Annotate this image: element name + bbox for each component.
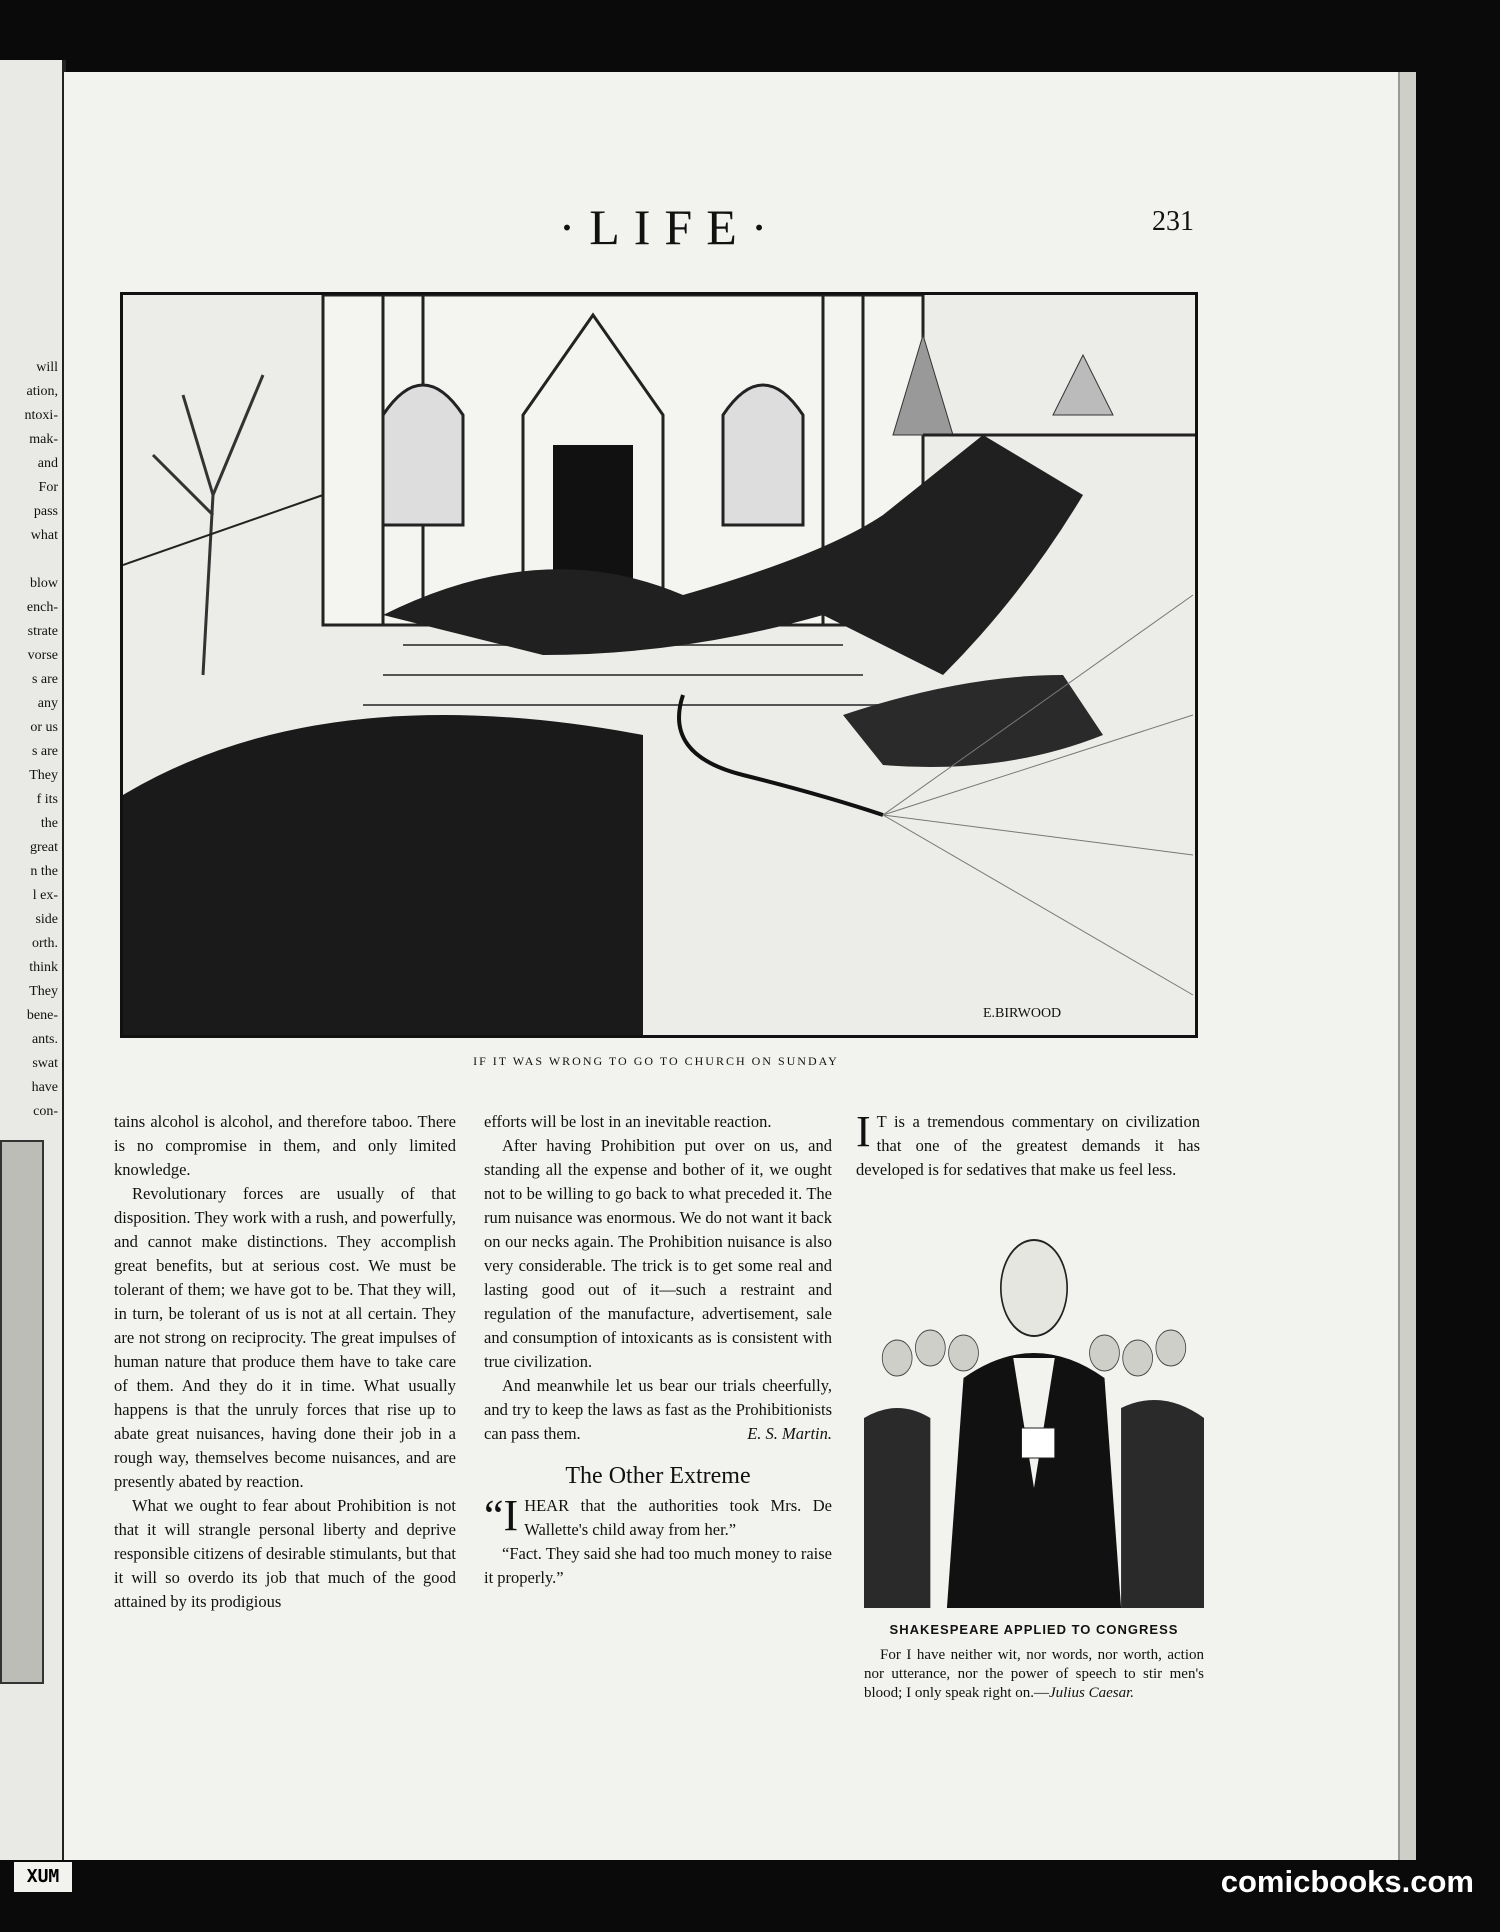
page-number: 231 — [1152, 206, 1194, 237]
adjacent-page-text-fragment: mak- — [29, 432, 58, 447]
illustration-drawing — [123, 295, 1195, 1035]
adjacent-page-text-fragment: con- — [33, 1104, 58, 1119]
paragraph: efforts will be lost in an inevitable reaction. — [484, 1112, 772, 1131]
author-signature: E. S. Martin. — [747, 1424, 832, 1443]
adjacent-page-text-fragment: strate — [27, 624, 58, 639]
church-crowd-illustration — [120, 292, 1198, 1038]
adjacent-page-text-fragment: f its — [36, 792, 58, 807]
article-column-2 — [484, 1110, 832, 1590]
paragraph: What we ought to fear about Prohibition is not that it will strangle personal liberty and deprive responsible citizens of desirable stimulants, but that it will so overdo its job that much of the good attained by its prodigious — [114, 1496, 456, 1611]
adjacent-page-text-fragment: ants. — [31, 1032, 58, 1047]
congress-cartoon — [864, 1228, 1274, 1608]
dialog-line: “IHEAR that the authorities took Mrs. De Wallette's child away from her.” — [484, 1491, 832, 1540]
adjacent-page-text-fragment: side — [35, 912, 58, 927]
shakespeare-quote: For I have neither wit, nor words, nor worth, action nor utterance, nor the power of speech to stir men's blood; I only speak right on.—Julius Caesar. — [864, 1647, 1204, 1701]
paragraph: Revolutionary forces are usually of that disposition. They work with a rush, and powerfully, and cannot make distinctions. They accomplish great benefits, but at serious cost. We must be tolerant of them; we have got to be. That they will, in turn, be tolerant of us is not at all certain. They are not strong on reciprocity. The great impulses of human nature that produce them have to take care of them. And they do it in time. What usually happens is that the unruly forces that rise up to abate great nuisances, having done their job in a rough way, themselves become nuisances, and are presently abated by reaction. — [114, 1184, 456, 1491]
paragraph: I T is a tremendous commentary on civilization that one of the greatest demands it has developed is for sedatives that make us feel less. — [856, 1107, 1200, 1179]
adjacent-page-text-fragment: s are — [31, 744, 58, 759]
adjacent-page-text-fragment: n the — [30, 864, 58, 879]
adjacent-page-text-fragment: will — [36, 360, 58, 375]
cartoon-caption: SHAKESPEARE APPLIED TO CONGRESS — [889, 1622, 1179, 1637]
adjacent-page-text-fragment: s are — [31, 672, 58, 687]
article-subhead: The Other Extreme — [565, 1463, 751, 1489]
dialog-line: “Fact. They said she had too much money to raise it properly.” — [484, 1544, 832, 1587]
adjacent-page-text-fragment: swat — [32, 1056, 58, 1071]
adjacent-page-text-fragment: think — [29, 960, 58, 975]
adjacent-page-text-fragment: ench- — [26, 600, 58, 615]
adjacent-page-text-fragment: pass — [33, 504, 58, 519]
adjacent-page-text-fragment: any — [37, 696, 58, 711]
illustration-signature: E.BIRWOOD — [983, 1006, 1062, 1021]
paragraph: After having Prohibition put over on us, and standing all the expense and bother of it, we ought not to be willing to go back to what preceded it. The rum nuisance was enormous. We do not want it back on our necks again. The Prohibition nuisance is also very considerable. The trick is to get some real and lasting good out of it—such a restraint and regulation of the manufacture, advertisement, sale and consumption of intoxicants as is consistent with true civilization. — [484, 1136, 832, 1371]
adjacent-page-text-fragment: ntoxi- — [24, 408, 58, 423]
adjacent-page-text-fragment: and — [37, 456, 58, 471]
adjacent-page-text-fragment: For — [38, 480, 58, 495]
adjacent-page-text-fragment: l ex- — [32, 888, 58, 903]
adjacent-page-image-fragment — [0, 1140, 44, 1684]
adjacent-page-text-fragment: orth. — [31, 936, 58, 951]
adjacent-page-text-fragment: They — [29, 984, 58, 999]
site-watermark: comicbooks.com — [1220, 1864, 1474, 1899]
drop-cap: “I — [484, 1491, 519, 1540]
xum-badge: XUM — [14, 1862, 72, 1892]
adjacent-page-text-fragment: ation, — [26, 384, 58, 399]
adjacent-page-text-fragment: They — [29, 768, 58, 783]
adjacent-page-text-fragment: bene- — [26, 1008, 58, 1023]
cartoon-drawing — [864, 1228, 1204, 1608]
article-column-3 — [856, 1107, 1200, 1182]
illustration-caption: IF IT WAS WRONG TO GO TO CHURCH ON SUNDAY — [473, 1054, 839, 1068]
page-edge — [1398, 72, 1416, 1860]
adjacent-page-text-fragment: blow — [30, 576, 58, 591]
adjacent-page-text-fragment: great — [30, 840, 58, 855]
adjacent-page-text-fragment: or us — [30, 720, 58, 735]
article-column-1 — [114, 1110, 456, 1614]
adjacent-page-strip — [0, 60, 66, 1860]
masthead-title: ·LIFE· — [558, 199, 782, 255]
paragraph: tains alcohol is alcohol, and therefore taboo. There is no compromise in them, and only limited knowledge. — [114, 1112, 456, 1179]
adjacent-page-text-fragment: have — [31, 1080, 58, 1095]
drop-cap: I — [856, 1107, 871, 1156]
adjacent-page-text-fragment: vorse — [27, 648, 58, 663]
quote-source: Julius Caesar. — [1048, 1685, 1134, 1701]
paragraph: And meanwhile let us bear our trials cheerfully, and try to keep the laws as fast as the Prohibitionists can pass them. E. S. Martin. — [484, 1374, 832, 1446]
adjacent-page-text-fragment: what — [30, 528, 58, 543]
adjacent-page-text-fragment: the — [40, 816, 58, 831]
